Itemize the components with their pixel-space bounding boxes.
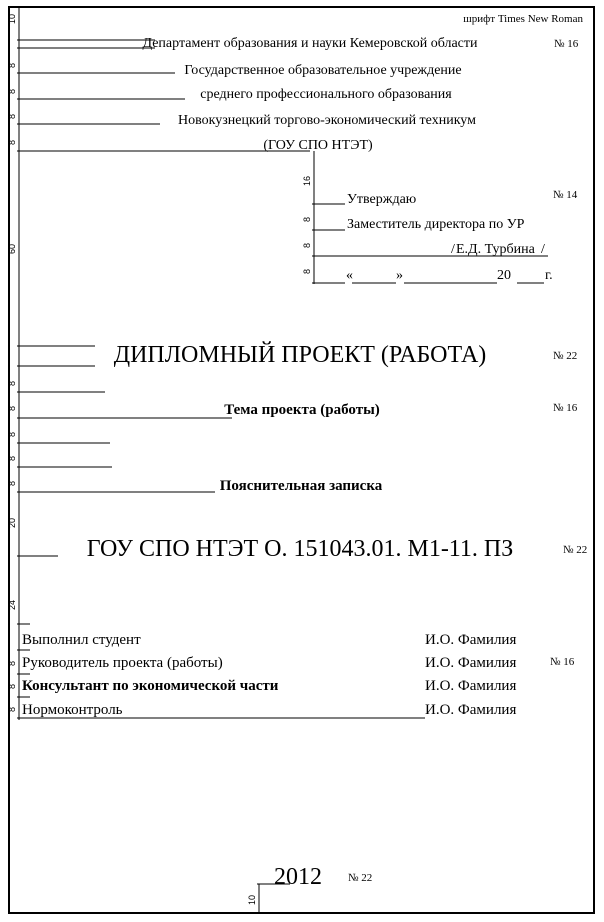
size-note-year: № 22 [348,872,373,884]
approval-date-close: » [396,268,403,283]
dim-label-h2: 8 [7,88,17,94]
dim-label-h1: 8 [7,62,17,68]
document-title: ДИПЛОМНЫЙ ПРОЕКТ (РАБОТА) [113,342,487,368]
dim-label-app2: 8 [302,242,312,248]
signature-name-student: И.О. Фамилия [425,632,517,648]
signature-name-supervisor: И.О. Фамилия [425,655,517,671]
approval-position: Заместитель директора по УР [347,217,525,232]
signature-name-consultant: И.О. Фамилия [425,678,517,694]
approval-date-year: 20 [497,268,511,283]
dim-label-t2: 8 [7,405,17,411]
dim-label-t4: 8 [7,455,17,461]
dim-label-top: 10 [7,13,17,24]
explanatory-note-label: Пояснительная записка [219,478,383,494]
dim-label-bottom: 10 [247,894,257,905]
dim-label-app3: 8 [302,268,312,274]
header-department: Департамент образования и науки Кемеровской области [142,36,478,51]
font-note: шрифт Times New Roman [463,13,583,25]
size-note-topic: № 16 [553,402,578,414]
topic-label: Тема проекта (работы) [224,402,380,418]
dim-label-h3: 8 [7,113,17,119]
dim-label-gap: 60 [7,243,17,254]
dim-label-s2: 8 [7,683,17,689]
dim-label-h4: 8 [7,139,17,145]
size-note-code: № 22 [563,544,588,556]
signature-name-normcontrol: И.О. Фамилия [425,702,517,718]
signature-role-student: Выполнил студент [22,632,141,648]
dim-label-app1: 8 [302,216,312,222]
dim-label-sig: 24 [7,599,17,610]
size-note-header: № 16 [554,38,579,50]
size-note-title: № 22 [553,350,578,362]
dim-label-code: 20 [7,517,17,528]
approval-date-open: « [346,268,353,283]
header-institution: Государственное образовательное учреждение [184,63,462,78]
dim-label-s1: 8 [7,660,17,666]
signature-role-supervisor: Руководитель проекта (работы) [22,655,223,671]
approval-date-suffix: г. [545,268,553,283]
dim-label-app0: 16 [302,175,312,186]
size-note-approval: № 14 [553,189,578,201]
document-year: 2012 [274,864,322,890]
dim-label-t5: 8 [7,480,17,486]
dim-label-t3: 8 [7,431,17,437]
signature-role-normcontrol: Нормоконтроль [22,702,123,718]
approval-title: Утверждаю [347,192,417,207]
approval-signature-open: / [451,242,455,257]
header-college-abbr: (ГОУ СПО НТЭТ) [263,138,373,153]
approval-signature-close: / [541,242,545,257]
approval-signature-name: Е.Д. Турбина [456,242,535,257]
signature-role-consultant: Консультант по экономической части [22,678,279,694]
dim-label-t1: 8 [7,380,17,386]
size-note-signatures: № 16 [550,656,575,668]
header-college-name: Новокузнецкий торгово-экономический техникум [178,113,476,128]
dim-label-s3: 8 [7,706,17,712]
header-education-level: среднего профессионального образования [200,87,452,102]
document-code: ГОУ СПО НТЭТ О. 151043.01. М1-11. ПЗ [86,536,514,562]
